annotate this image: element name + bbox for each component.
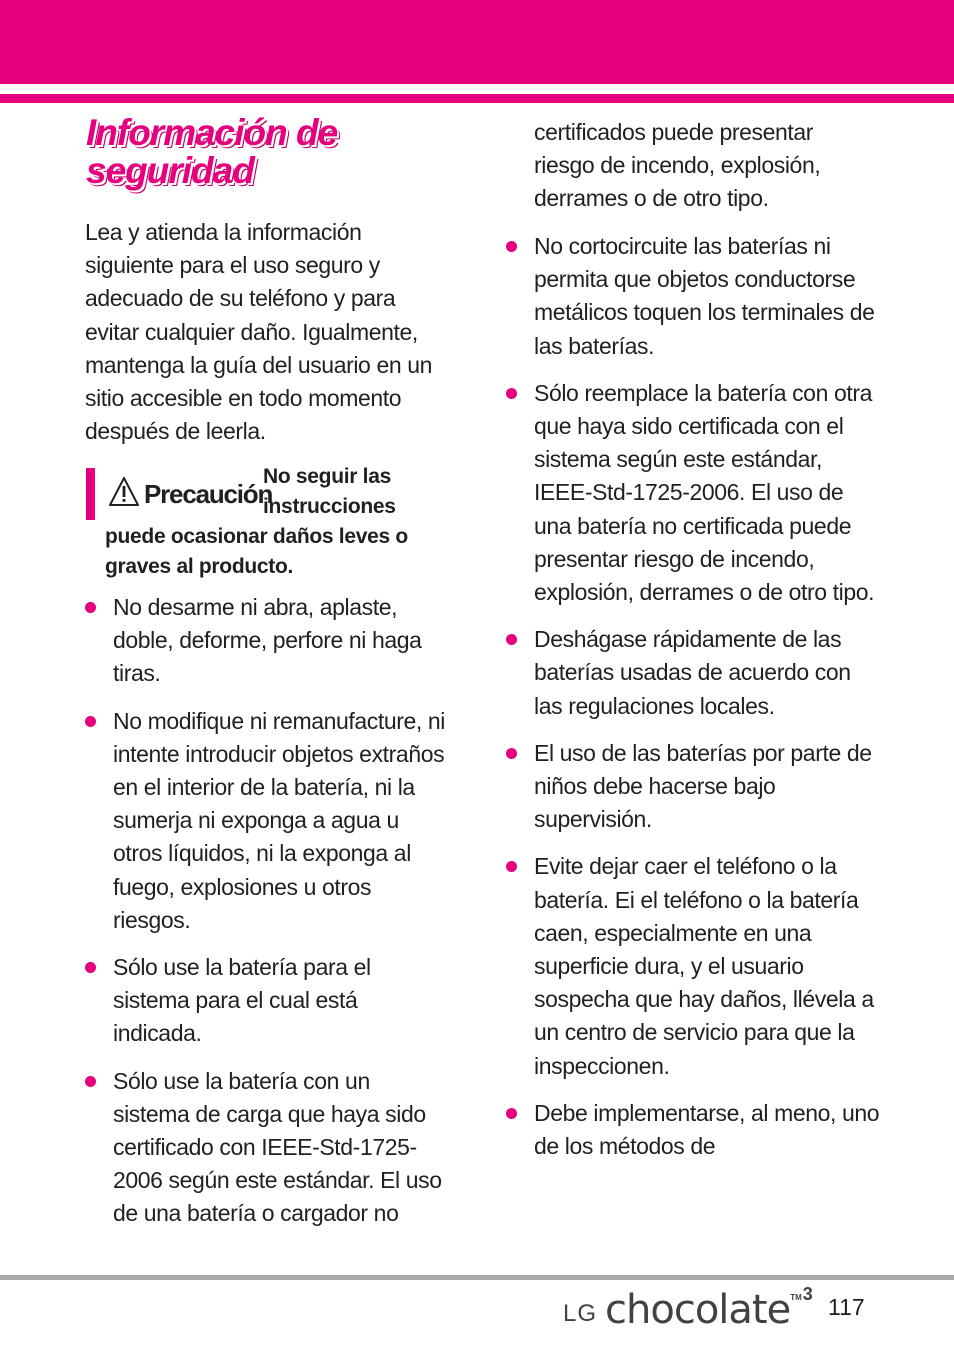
bullet-icon xyxy=(85,602,96,613)
page-title-line1: Información de xyxy=(86,112,338,153)
list-item: Evite dejar caer el teléfono o la batería. Ei el teléfono o la batería caen, especialmente en una superficie dura, y el usuario sospecha que hay daños, llévela a un centro de servicio para que la inspeccionen. xyxy=(506,850,881,1082)
bullet-icon xyxy=(506,634,517,645)
list-item: No cortocircuite las baterías ni permita que objetos conductorse metálicos toquen los terminales de las baterías. xyxy=(506,230,881,363)
warning-triangle-icon xyxy=(108,476,140,513)
bullet-icon xyxy=(506,388,517,399)
brand-superscript xyxy=(790,1284,813,1305)
right-bullet-list xyxy=(506,230,881,1177)
caution-text: No seguir las instrucciones puede ocasionar daños leves o graves al producto. xyxy=(105,465,408,578)
bullet-icon xyxy=(85,716,96,727)
list-item: El uso de las baterías por parte de niños debe hacerse bajo supervisión. xyxy=(506,737,881,837)
header-band xyxy=(0,0,954,84)
right-continuation-text: certificados puede presentar riesgo de incendo, explosión, derrames o de otro tipo. xyxy=(534,119,821,212)
caution-bar xyxy=(86,468,95,520)
page-number: 117 xyxy=(828,1294,865,1320)
list-item: Sólo reemplace la batería con otra que haya sido certificada con el sistema según este estándar, IEEE-Std-1725-2006. El uso de una batería no certificada puede presentar riesgo de incendo, explosión, derrames o de otro tipo. xyxy=(506,377,881,609)
bullet-icon xyxy=(85,1076,96,1087)
brand-trademark: TM xyxy=(790,1293,802,1302)
bullet-icon xyxy=(506,1108,517,1119)
list-item: No modifique ni remanufacture, ni intente introducir objetos extraños en el interior de la batería, ni la sumerja ni exponga a agua u otros líquidos, ni la exponga al fuego, explosiones u otros riesgos. xyxy=(85,705,451,937)
bullet-icon xyxy=(85,962,96,973)
left-bullet-list xyxy=(85,591,451,1245)
page-title xyxy=(86,114,486,190)
page-title-line2: seguridad xyxy=(86,150,254,191)
list-item: Sólo use la batería para el sistema para el cual está indicada. xyxy=(85,951,451,1051)
bullet-icon xyxy=(506,748,517,759)
list-item: No desarme ni abra, aplaste, doble, deforme, perfore ni haga tiras. xyxy=(85,591,451,691)
brand-version: 3 xyxy=(802,1284,813,1304)
caution-heading xyxy=(108,472,272,516)
brand-name: chocolate xyxy=(605,1287,791,1333)
header-rule xyxy=(0,94,954,103)
brand-prefix: LG xyxy=(563,1300,598,1327)
list-item: Debe implementarse, al meno, uno de los métodos de xyxy=(506,1097,881,1163)
list-item: Deshágase rápidamente de las baterías usadas de acuerdo con las regulaciones locales. xyxy=(506,623,881,723)
footer-rule xyxy=(0,1275,954,1280)
caution-label: Precaución xyxy=(144,478,273,509)
brand-logo xyxy=(563,1282,813,1332)
list-item: Sólo use la batería con un sistema de carga que haya sido certificado con IEEE-Std-1725-2006 según este estándar. El uso de una batería o cargador no xyxy=(85,1065,451,1231)
intro-paragraph: Lea y atienda la información siguiente para el uso seguro y adecuado de su teléfono y para evitar cualquier daño. Igualmente, mantenga la guía del usuario en un sitio accesible en todo momento después de leerla. xyxy=(85,219,432,445)
bullet-icon xyxy=(506,861,517,872)
bullet-icon xyxy=(506,241,517,252)
